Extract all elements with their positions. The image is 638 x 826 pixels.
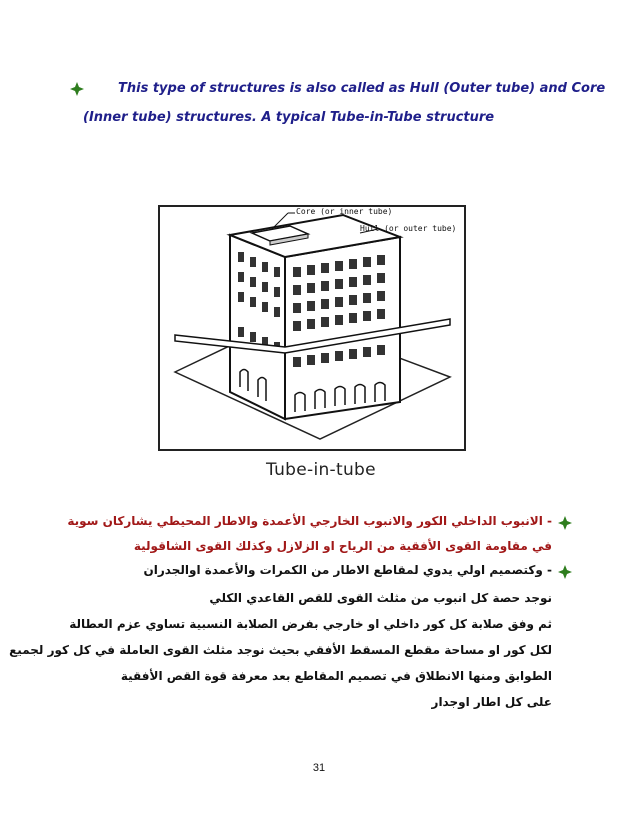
core-label: Core (or inner tube) bbox=[296, 207, 393, 216]
arabic-p2-line4: لكل كور او مساحة مقطع المسقط الأفقي بحيث نوجد مثلث القوى العاملة في كل كور لجميع bbox=[9, 643, 552, 657]
page-number: 31 bbox=[312, 762, 326, 774]
hull-label: Hull (or outer tube) bbox=[360, 224, 457, 233]
arabic-p2-line6: على كل اطار اوجدار bbox=[431, 695, 552, 709]
arabic-p1-line1: - الانبوب الداخلي الكور والانبوب الخارجي الأعمدة والاطار المحيطي يشاركان سوية bbox=[67, 514, 552, 528]
diamond-bullet-icon bbox=[70, 82, 84, 96]
intro-line-1: This type of structures is also called as Hull (Outer tube) and Core bbox=[118, 81, 606, 96]
diamond-bullet-icon bbox=[558, 516, 572, 530]
diamond-bullet-icon bbox=[558, 565, 572, 579]
intro-line-2: (Inner tube) structures. A typical Tube-in-Tube structure bbox=[83, 110, 495, 125]
arabic-p2-line1: - وكتصميم اولي يدوي لمقاطع الاطار من الكمرات والأعمدة اوالجدران bbox=[143, 563, 552, 577]
tube-in-tube-figure bbox=[158, 205, 466, 451]
arabic-p2-line3: ثم وفق صلابة كل كور داخلي او خارجي بفرض الصلابة النسبية تساوي عزم العطالة bbox=[69, 617, 552, 631]
arabic-p2-line2: نوجد حصة كل انبوب من مثلث القوى للقص القاعدي الكلي bbox=[209, 591, 552, 605]
arabic-p2-line5: الطوابق ومنها الانطلاق في تصميم المقاطع بعد معرفة قوة القص الأفقية bbox=[120, 669, 552, 683]
arabic-p1-line2: في مقاومة القوى الأفقية من الرياح او الزلازل وكذلك القوى الشاقولية bbox=[133, 539, 552, 553]
figure-caption: Tube-in-tube bbox=[266, 460, 376, 480]
